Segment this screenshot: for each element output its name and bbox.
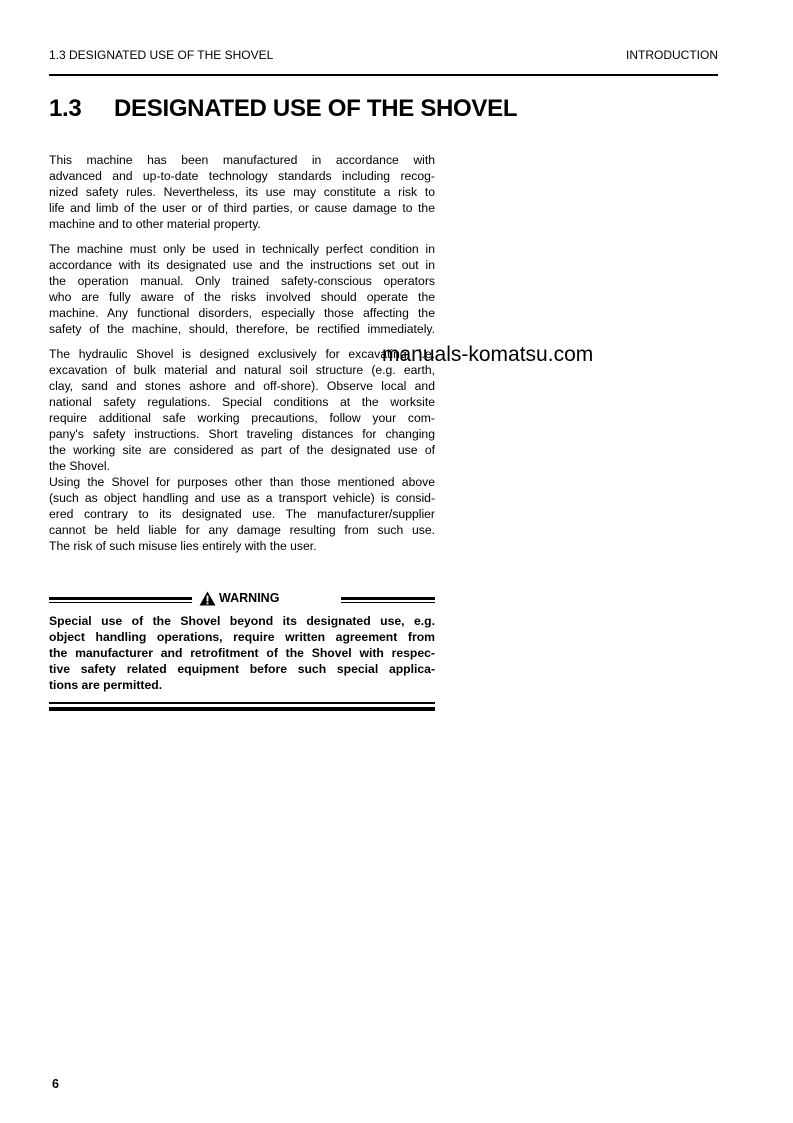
warning-triangle-icon — [199, 591, 216, 606]
text-line: safety of the machine, should, therefore, be rectified immediately. — [49, 322, 435, 336]
paragraph-4 — [49, 474, 435, 554]
text-line: Using the Shovel for purposes other than those mentioned above — [49, 475, 435, 489]
text-line: require additional safe working precautions, follow your com- — [49, 411, 435, 425]
warning-text — [49, 613, 435, 693]
warning-rule-right — [341, 597, 435, 600]
warning-header — [49, 590, 435, 606]
text-line: ered contrary to its designated use. The manufacturer/supplier — [49, 507, 435, 521]
warning-label — [199, 590, 279, 606]
warning-line: object handling operations, require written agreement from — [49, 630, 435, 644]
text-line: accordance with its designated use and the instructions set out in — [49, 258, 435, 272]
text-line: the operation manual. Only trained safety-conscious operators — [49, 274, 435, 288]
running-header — [49, 47, 718, 63]
warning-line: tions are permitted. — [49, 678, 163, 692]
warning-label-text: WARNING — [219, 591, 280, 605]
body-text — [49, 152, 435, 554]
text-line: machine. Any functional disorders, especially those affecting the — [49, 306, 435, 320]
warning-line: the manufacturer and retrofitment of the Shovel with respec- — [49, 646, 435, 660]
text-line: machine and to other material property. — [49, 217, 261, 231]
text-line: who are fully aware of the risks involved should operate the — [49, 290, 435, 304]
text-line: national safety regulations. Special conditions at the worksite — [49, 395, 435, 409]
text-line: clay, sand and stones ashore and off-shore). Observe local and — [49, 379, 435, 393]
warning-rule-left — [49, 597, 192, 600]
text-line: advanced and up-to-date technology standards including recog- — [49, 169, 435, 183]
text-line: (such as object handling and use as a transport vehicle) is consid- — [49, 491, 435, 505]
header-rule — [49, 74, 718, 76]
paragraph-2 — [49, 241, 435, 337]
text-line: This machine has been manufactured in accordance with — [49, 153, 435, 167]
text-line: pany's safety instructions. Short traveling distances for changing — [49, 427, 435, 441]
paragraph-1 — [49, 152, 435, 232]
warning-footer-rule — [49, 702, 435, 713]
page-number: 6 — [52, 1077, 59, 1091]
running-header-chapter: 1.3 DESIGNATED USE OF THE SHOVEL — [49, 48, 274, 62]
warning-line: Special use of the Shovel beyond its designated use, e.g. — [49, 614, 435, 628]
warning-footer-thin-rule — [49, 702, 435, 704]
text-line: life and limb of the user or of third parties, or cause damage to the — [49, 201, 435, 215]
section-title-text: DESIGNATED USE OF THE SHOVEL — [114, 95, 518, 122]
text-line: The machine must only be used in technically perfect condition in — [49, 242, 435, 256]
text-line: cannot be held liable for any damage resulting from such use. — [49, 523, 435, 537]
running-header-section: INTRODUCTION — [626, 48, 718, 62]
warning-footer-thick-rule — [49, 707, 435, 711]
text-line: excavation of bulk material and natural soil structure (e.g. earth, — [49, 363, 435, 377]
text-line: the Shovel. — [49, 459, 110, 473]
warning-line: tive safety related equipment before such special applica- — [49, 662, 435, 676]
paragraph-3 — [49, 346, 435, 474]
text-line: The risk of such misuse lies entirely with the user. — [49, 539, 317, 553]
text-line: the working site are considered as part of the designated use of — [49, 443, 435, 457]
watermark: manuals-komatsu.com — [382, 343, 594, 366]
text-line: The hydraulic Shovel is designed exclusively for excavating, i.e. — [49, 347, 435, 361]
text-line: nized safety rules. Nevertheless, its use may constitute a risk to — [49, 185, 435, 199]
section-number: 1.3 — [49, 95, 82, 122]
